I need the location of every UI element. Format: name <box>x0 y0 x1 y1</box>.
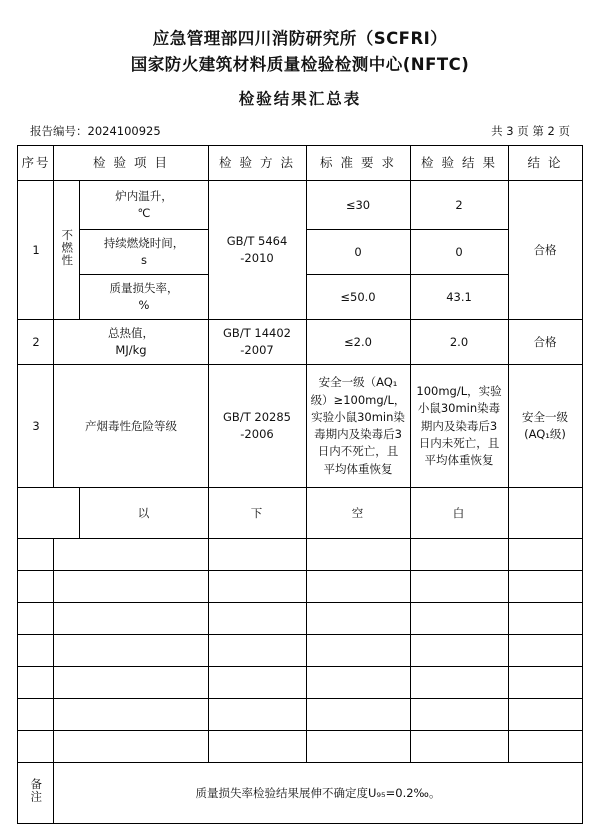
empty-cell <box>508 731 582 763</box>
item-2 <box>54 320 208 365</box>
seal-cell-blank-left <box>18 488 80 539</box>
empty-cell <box>208 603 306 635</box>
method-1 <box>208 181 306 320</box>
note-label-text: 备注 <box>29 778 44 803</box>
requirement-3-line5: 日内不死亡，且 <box>317 444 399 459</box>
empty-cell <box>54 571 208 603</box>
method-3-line2: -2006 <box>240 427 274 442</box>
result-1-1: 2 <box>410 181 508 230</box>
header-requirement: 标 准 要 求 <box>306 146 410 181</box>
empty-cell <box>508 699 582 731</box>
method-2-line1: GB/T 14402 <box>223 325 291 340</box>
header-method: 检 验 方 法 <box>208 146 306 181</box>
requirement-1-2: 0 <box>306 230 410 275</box>
empty-cell <box>208 571 306 603</box>
institute-line-1: 应急管理部四川消防研究所（SCFRI） <box>152 29 448 48</box>
empty-cell <box>208 731 306 763</box>
result-1-2: 0 <box>410 230 508 275</box>
empty-cell <box>508 539 582 571</box>
empty-cell <box>508 571 582 603</box>
seal-char-2: 下 <box>208 488 306 539</box>
empty-cell <box>18 571 54 603</box>
requirement-2: ≤2.0 <box>306 320 410 365</box>
requirement-3-line3: 实验小鼠30min染 <box>311 409 405 424</box>
empty-cell <box>18 699 54 731</box>
item-1-2-line1: 持续燃烧时间， <box>103 235 185 250</box>
item-1-2 <box>80 230 208 275</box>
empty-cell <box>306 571 410 603</box>
seal-cell-blank-right <box>508 488 582 539</box>
empty-cell <box>306 635 410 667</box>
row-no-1: 1 <box>18 181 54 320</box>
method-1-line2: -2010 <box>240 251 274 266</box>
empty-cell <box>18 635 54 667</box>
item-1-3 <box>80 275 208 320</box>
empty-cell <box>306 667 410 699</box>
requirement-3 <box>306 365 410 488</box>
method-1-line1: GB/T 5464 <box>226 233 288 248</box>
results-table <box>17 145 582 824</box>
empty-cell <box>306 731 410 763</box>
empty-cell <box>208 699 306 731</box>
item-1-1-line2: ℃ <box>137 206 151 221</box>
result-3-line1: 100mg/L，实验 <box>416 384 502 398</box>
item-1-2-line2: s <box>140 253 147 268</box>
row-category-1 <box>54 181 80 320</box>
method-3-line1: GB/T 20285 <box>223 409 291 424</box>
document-header <box>0 0 600 109</box>
empty-cell <box>54 731 208 763</box>
page-indicator: 共 3 页 第 2 页 <box>491 124 570 139</box>
empty-cell <box>508 635 582 667</box>
table-row-empty <box>18 571 582 603</box>
item-1-3-line2: % <box>138 298 150 313</box>
empty-cell <box>410 571 508 603</box>
empty-cell <box>410 731 508 763</box>
report-number: 报告编号：2024100925 <box>30 124 161 139</box>
table-row-empty <box>18 731 582 763</box>
table-row <box>18 320 582 365</box>
empty-cell <box>208 667 306 699</box>
seal-char-3: 空 <box>306 488 410 539</box>
result-3-line2: 小鼠30min染毒 <box>417 401 501 416</box>
meta-row <box>30 123 570 139</box>
empty-cell <box>410 603 508 635</box>
header-item: 检 验 项 目 <box>54 146 208 181</box>
table-header-row <box>18 146 582 181</box>
table-row <box>18 365 582 488</box>
result-1-3: 43.1 <box>410 275 508 320</box>
conclusion-3-line2: (AQ₁级) <box>524 427 566 442</box>
seal-char-1: 以 <box>80 488 208 539</box>
empty-cell <box>410 667 508 699</box>
result-3-line3: 期内及染毒后3 <box>420 418 498 433</box>
table-row-seal <box>18 488 582 539</box>
empty-cell <box>54 635 208 667</box>
empty-cell <box>410 635 508 667</box>
conclusion-2: 合格 <box>508 320 582 365</box>
empty-cell <box>410 699 508 731</box>
note-text: 质量损失率检验结果展伸不确定度U₉₅=0.2‰。 <box>54 763 582 824</box>
item-1-1 <box>80 181 208 230</box>
empty-cell <box>54 539 208 571</box>
empty-cell <box>410 539 508 571</box>
table-row-note <box>18 763 582 824</box>
category-label-vertical: 不燃性 <box>60 228 75 267</box>
conclusion-3-line1: 安全一级 <box>522 409 568 424</box>
requirement-3-line4: 毒期内及染毒后3 <box>314 427 402 442</box>
requirement-3-line6: 平均体重恢复 <box>323 461 393 476</box>
method-2 <box>208 320 306 365</box>
item-3: 产烟毒性危险等级 <box>54 365 208 488</box>
header-result: 检 验 结 果 <box>410 146 508 181</box>
table-row-empty <box>18 603 582 635</box>
empty-cell <box>208 635 306 667</box>
empty-cell <box>54 603 208 635</box>
empty-cell <box>18 667 54 699</box>
row-no-2: 2 <box>18 320 54 365</box>
requirement-3-line2: 级）≥100mg/L， <box>310 392 406 407</box>
empty-cell <box>306 603 410 635</box>
conclusion-3 <box>508 365 582 488</box>
item-2-line2: MJ/kg <box>115 343 147 358</box>
result-3-line5: 平均体重恢复 <box>424 453 494 467</box>
empty-cell <box>306 539 410 571</box>
result-2: 2.0 <box>410 320 508 365</box>
requirement-1-3: ≤50.0 <box>306 275 410 320</box>
item-1-1-line1: 炉内温升， <box>115 188 173 203</box>
requirement-3-line1: 安全一级（AQ₁ <box>318 375 398 390</box>
row-no-3: 3 <box>18 365 54 488</box>
table-row-empty <box>18 635 582 667</box>
empty-cell <box>54 667 208 699</box>
result-3-line4: 日内未死亡，且 <box>418 435 500 450</box>
item-1-3-line1: 质量损失率， <box>109 280 179 295</box>
item-2-line1: 总热值， <box>107 325 154 340</box>
empty-cell <box>18 539 54 571</box>
institute-line-2: 国家防火建筑材料质量检验检测中心(NFTC) <box>130 54 470 74</box>
header-no: 序号 <box>18 146 54 181</box>
result-3 <box>410 365 508 488</box>
empty-cell <box>208 539 306 571</box>
note-label <box>18 763 54 824</box>
empty-cell <box>508 667 582 699</box>
empty-cell <box>18 731 54 763</box>
empty-cell <box>54 699 208 731</box>
seal-char-4: 白 <box>410 488 508 539</box>
table-row-empty <box>18 539 582 571</box>
page-title: 检验结果汇总表 <box>238 90 362 109</box>
header-conclusion: 结 论 <box>508 146 582 181</box>
conclusion-1: 合格 <box>508 181 582 320</box>
table-row-empty <box>18 699 582 731</box>
table-row <box>18 181 582 230</box>
method-3 <box>208 365 306 488</box>
empty-cell <box>18 603 54 635</box>
requirement-1-1: ≤30 <box>306 181 410 230</box>
empty-cell <box>306 699 410 731</box>
method-2-line2: -2007 <box>240 343 274 358</box>
table-row-empty <box>18 667 582 699</box>
empty-cell <box>508 603 582 635</box>
